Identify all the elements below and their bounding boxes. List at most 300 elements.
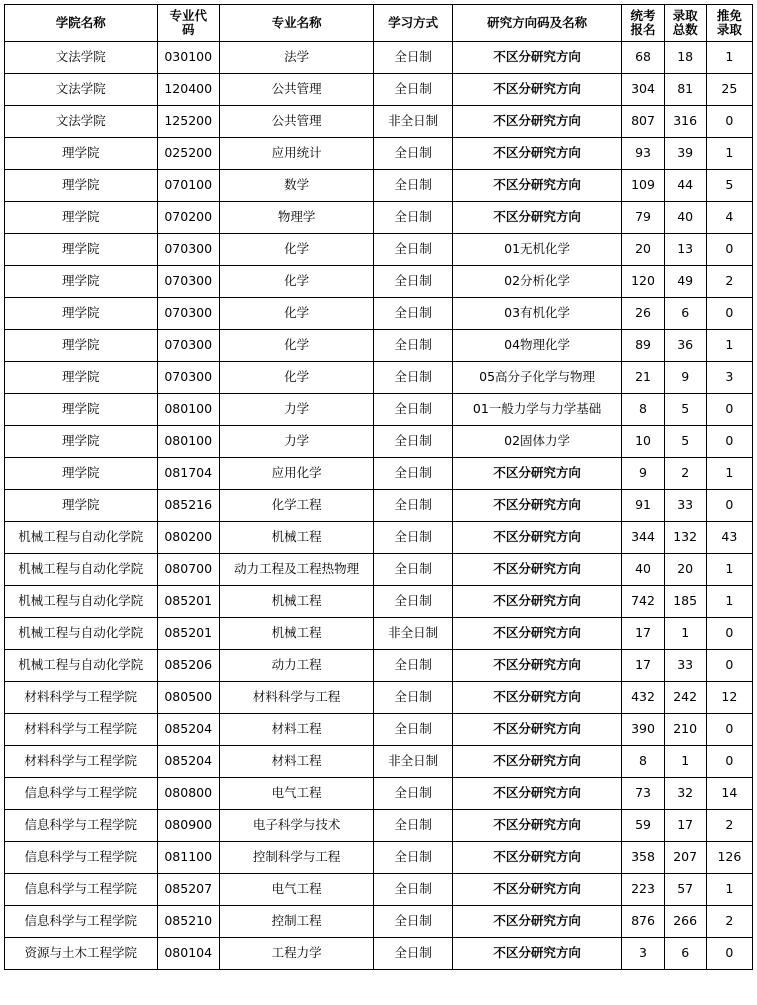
- cell-major-code-text: 085204: [164, 754, 213, 769]
- cell-major-name: [219, 682, 374, 714]
- cell-admitted-total-text: 39: [677, 146, 694, 161]
- cell-admitted-total-text: 33: [677, 498, 694, 513]
- cell-exempt-admitted: [706, 874, 752, 906]
- cell-study-mode: [374, 618, 452, 650]
- header-college-label: 学院名称: [55, 16, 106, 30]
- table-row: [5, 106, 753, 138]
- cell-applicants-text: 390: [631, 722, 655, 737]
- header-applicants: [622, 5, 664, 42]
- cell-major-code-text: 085201: [164, 626, 213, 641]
- cell-applicants: [622, 490, 664, 522]
- cell-applicants: [622, 106, 664, 138]
- cell-major-name: [219, 906, 374, 938]
- cell-exempt-admitted: [706, 394, 752, 426]
- cell-college: [5, 138, 158, 170]
- cell-admitted-total-text: 49: [677, 274, 694, 289]
- cell-admitted-total-text: 40: [677, 210, 694, 225]
- cell-study-mode: [374, 362, 452, 394]
- cell-major-name: [219, 170, 374, 202]
- cell-applicants: [622, 618, 664, 650]
- cell-applicants: [622, 522, 664, 554]
- cell-applicants: [622, 138, 664, 170]
- cell-major-name-text: 材料科学与工程: [252, 690, 341, 705]
- cell-study-mode: [374, 106, 452, 138]
- cell-study-mode: [374, 522, 452, 554]
- cell-college: [5, 906, 158, 938]
- cell-research-direction: [452, 874, 622, 906]
- cell-major-code: [157, 554, 219, 586]
- table-row: [5, 810, 753, 842]
- cell-study-mode-text: 全日制: [394, 498, 432, 513]
- cell-exempt-admitted: [706, 714, 752, 746]
- cell-college-text: 理学院: [62, 402, 100, 417]
- cell-study-mode-text: 非全日制: [388, 626, 439, 641]
- cell-college: [5, 746, 158, 778]
- cell-college: [5, 170, 158, 202]
- table-row: [5, 234, 753, 266]
- cell-major-name: [219, 394, 374, 426]
- cell-research-direction-text: 不区分研究方向: [493, 690, 581, 705]
- cell-applicants-text: 120: [631, 274, 655, 289]
- table-row: [5, 746, 753, 778]
- cell-major-code-text: 085201: [164, 594, 213, 609]
- cell-college-text: 材料科学与工程学院: [24, 754, 138, 769]
- cell-major-code-text: 070300: [164, 306, 213, 321]
- cell-study-mode: [374, 458, 452, 490]
- cell-study-mode: [374, 138, 452, 170]
- cell-exempt-admitted: [706, 810, 752, 842]
- cell-exempt-admitted-text: 0: [725, 722, 734, 737]
- cell-major-name: [219, 74, 374, 106]
- cell-study-mode-text: 全日制: [394, 594, 432, 609]
- cell-admitted-total: [664, 714, 706, 746]
- cell-study-mode: [374, 714, 452, 746]
- cell-study-mode: [374, 778, 452, 810]
- cell-college: [5, 426, 158, 458]
- cell-admitted-total-text: 266: [673, 914, 698, 929]
- cell-admitted-total-text: 5: [681, 402, 690, 417]
- cell-admitted-total-text: 316: [673, 114, 698, 129]
- cell-research-direction: [452, 330, 622, 362]
- cell-major-code-text: 070300: [164, 338, 213, 353]
- cell-research-direction: [452, 778, 622, 810]
- cell-study-mode-text: 全日制: [394, 722, 432, 737]
- cell-major-code-text: 125200: [164, 114, 213, 129]
- cell-college-text: 理学院: [62, 146, 100, 161]
- cell-major-code: [157, 138, 219, 170]
- cell-college-text: 理学院: [62, 498, 100, 513]
- table-row: [5, 298, 753, 330]
- cell-major-code: [157, 906, 219, 938]
- cell-exempt-admitted-text: 0: [725, 402, 734, 417]
- cell-college-text: 机械工程与自动化学院: [18, 626, 144, 641]
- cell-exempt-admitted: [706, 778, 752, 810]
- cell-research-direction: [452, 458, 622, 490]
- cell-study-mode-text: 全日制: [394, 786, 432, 801]
- cell-major-code: [157, 106, 219, 138]
- cell-major-code-text: 081704: [164, 466, 213, 481]
- cell-applicants: [622, 586, 664, 618]
- cell-admitted-total-text: 1: [681, 626, 690, 641]
- cell-college: [5, 362, 158, 394]
- cell-study-mode: [374, 586, 452, 618]
- cell-research-direction: [452, 650, 622, 682]
- cell-applicants-text: 8: [639, 402, 647, 417]
- table-row: [5, 842, 753, 874]
- cell-admitted-total: [664, 490, 706, 522]
- cell-research-direction-text: 01无机化学: [504, 242, 571, 257]
- cell-major-name-text: 化学: [284, 242, 310, 257]
- cell-exempt-admitted: [706, 330, 752, 362]
- cell-research-direction: [452, 810, 622, 842]
- table-row: [5, 938, 753, 970]
- cell-study-mode-text: 全日制: [394, 882, 432, 897]
- cell-admitted-total-text: 132: [673, 530, 698, 545]
- header-college: [5, 5, 158, 42]
- cell-applicants: [622, 938, 664, 970]
- cell-admitted-total-text: 13: [677, 242, 694, 257]
- cell-admitted-total: [664, 394, 706, 426]
- cell-major-code: [157, 394, 219, 426]
- cell-major-name: [219, 586, 374, 618]
- cell-research-direction-text: 不区分研究方向: [493, 722, 581, 737]
- cell-college: [5, 266, 158, 298]
- cell-applicants-text: 79: [635, 210, 651, 225]
- cell-college: [5, 842, 158, 874]
- cell-major-code: [157, 874, 219, 906]
- cell-college-text: 文法学院: [55, 114, 106, 129]
- cell-major-code-text: 070200: [164, 210, 213, 225]
- cell-applicants-text: 40: [635, 562, 651, 577]
- cell-exempt-admitted-text: 0: [725, 658, 734, 673]
- cell-admitted-total: [664, 586, 706, 618]
- cell-applicants: [622, 842, 664, 874]
- cell-major-code-text: 085204: [164, 722, 213, 737]
- cell-exempt-admitted-text: 1: [725, 466, 734, 481]
- cell-research-direction-text: 不区分研究方向: [493, 114, 581, 129]
- cell-research-direction: [452, 714, 622, 746]
- cell-exempt-admitted-text: 2: [725, 914, 734, 929]
- cell-study-mode-text: 全日制: [394, 274, 432, 289]
- cell-major-name: [219, 490, 374, 522]
- cell-college-text: 理学院: [62, 466, 100, 481]
- cell-major-name-text: 动力工程: [271, 658, 322, 673]
- cell-applicants: [622, 746, 664, 778]
- cell-study-mode: [374, 906, 452, 938]
- cell-exempt-admitted: [706, 682, 752, 714]
- cell-admitted-total: [664, 426, 706, 458]
- cell-admitted-total: [664, 170, 706, 202]
- table-body: [5, 42, 753, 970]
- cell-major-code-text: 070100: [164, 178, 213, 193]
- table-row: [5, 138, 753, 170]
- cell-college: [5, 586, 158, 618]
- cell-major-code-text: 080900: [164, 818, 213, 833]
- cell-major-name-text: 公共管理: [271, 114, 322, 129]
- cell-exempt-admitted: [706, 746, 752, 778]
- cell-admitted-total: [664, 298, 706, 330]
- cell-admitted-total: [664, 266, 706, 298]
- table-row: [5, 714, 753, 746]
- cell-college: [5, 938, 158, 970]
- cell-admitted-total-text: 9: [681, 370, 690, 385]
- cell-major-name-text: 控制工程: [271, 914, 322, 929]
- cell-study-mode: [374, 170, 452, 202]
- cell-research-direction: [452, 266, 622, 298]
- cell-major-name: [219, 298, 374, 330]
- cell-major-code-text: 120400: [164, 82, 213, 97]
- cell-exempt-admitted-text: 1: [725, 146, 734, 161]
- cell-admitted-total-text: 36: [677, 338, 694, 353]
- cell-major-name-text: 动力工程及工程热物理: [234, 562, 360, 577]
- cell-admitted-total: [664, 810, 706, 842]
- cell-admitted-total: [664, 682, 706, 714]
- cell-major-code: [157, 330, 219, 362]
- table-row: [5, 586, 753, 618]
- cell-major-code: [157, 682, 219, 714]
- cell-exempt-admitted: [706, 202, 752, 234]
- cell-study-mode: [374, 874, 452, 906]
- cell-admitted-total-text: 207: [673, 850, 698, 865]
- cell-major-code: [157, 170, 219, 202]
- cell-applicants-text: 17: [635, 626, 651, 641]
- cell-research-direction: [452, 842, 622, 874]
- cell-college-text: 信息科学与工程学院: [24, 850, 138, 865]
- cell-college: [5, 394, 158, 426]
- cell-major-name-text: 法学: [284, 50, 310, 65]
- cell-applicants-text: 807: [631, 114, 655, 129]
- cell-exempt-admitted: [706, 298, 752, 330]
- cell-study-mode: [374, 266, 452, 298]
- cell-research-direction: [452, 42, 622, 74]
- cell-exempt-admitted-text: 0: [725, 754, 734, 769]
- table-row: [5, 778, 753, 810]
- cell-study-mode: [374, 426, 452, 458]
- header-exempt-admitted-line1: 推免: [716, 8, 742, 24]
- table-row: [5, 74, 753, 106]
- cell-exempt-admitted-text: 1: [725, 594, 734, 609]
- cell-research-direction-text: 不区分研究方向: [493, 946, 581, 961]
- cell-major-code: [157, 746, 219, 778]
- cell-admitted-total-text: 242: [673, 690, 698, 705]
- cell-college: [5, 714, 158, 746]
- cell-exempt-admitted-text: 3: [725, 370, 734, 385]
- cell-college-text: 机械工程与自动化学院: [18, 562, 144, 577]
- cell-major-code-text: 085210: [164, 914, 213, 929]
- cell-study-mode: [374, 682, 452, 714]
- cell-admitted-total: [664, 554, 706, 586]
- cell-exempt-admitted: [706, 490, 752, 522]
- cell-exempt-admitted: [706, 362, 752, 394]
- cell-study-mode-text: 全日制: [394, 338, 432, 353]
- cell-research-direction-text: 不区分研究方向: [493, 786, 581, 801]
- cell-college: [5, 202, 158, 234]
- cell-major-code: [157, 42, 219, 74]
- cell-major-name: [219, 266, 374, 298]
- cell-major-code: [157, 842, 219, 874]
- cell-exempt-admitted-text: 12: [721, 690, 738, 705]
- cell-study-mode-text: 全日制: [394, 466, 432, 481]
- cell-college-text: 理学院: [62, 434, 100, 449]
- cell-admitted-total: [664, 458, 706, 490]
- header-admitted-total: [664, 5, 706, 42]
- cell-applicants: [622, 458, 664, 490]
- header-study-mode: [374, 5, 452, 42]
- cell-college: [5, 490, 158, 522]
- cell-college-text: 理学院: [62, 306, 100, 321]
- cell-exempt-admitted-text: 0: [725, 434, 734, 449]
- cell-research-direction: [452, 170, 622, 202]
- cell-college-text: 理学院: [62, 338, 100, 353]
- header-applicants-line2: 报名: [630, 22, 656, 37]
- cell-college: [5, 618, 158, 650]
- cell-admitted-total-text: 32: [677, 786, 694, 801]
- cell-study-mode-text: 全日制: [394, 914, 432, 929]
- cell-college-text: 理学院: [62, 274, 100, 289]
- cell-exempt-admitted: [706, 106, 752, 138]
- cell-applicants-text: 432: [631, 690, 655, 705]
- cell-research-direction: [452, 74, 622, 106]
- cell-study-mode-text: 全日制: [394, 530, 432, 545]
- cell-research-direction: [452, 586, 622, 618]
- table-row: [5, 202, 753, 234]
- cell-study-mode-text: 全日制: [394, 402, 432, 417]
- cell-research-direction-text: 不区分研究方向: [493, 594, 581, 609]
- cell-applicants: [622, 266, 664, 298]
- cell-applicants: [622, 682, 664, 714]
- cell-research-direction: [452, 202, 622, 234]
- cell-exempt-admitted-text: 1: [725, 50, 734, 65]
- cell-applicants: [622, 170, 664, 202]
- cell-study-mode-text: 全日制: [394, 562, 432, 577]
- cell-research-direction-text: 不区分研究方向: [493, 498, 581, 513]
- cell-major-code-text: 070300: [164, 274, 213, 289]
- cell-applicants-text: 876: [631, 914, 655, 929]
- cell-applicants-text: 9: [639, 466, 647, 481]
- cell-exempt-admitted-text: 0: [725, 626, 734, 641]
- cell-applicants: [622, 74, 664, 106]
- cell-college: [5, 298, 158, 330]
- cell-college: [5, 874, 158, 906]
- cell-applicants: [622, 650, 664, 682]
- cell-major-name-text: 工程力学: [271, 946, 322, 961]
- table-row: [5, 554, 753, 586]
- cell-applicants-text: 93: [635, 146, 651, 161]
- cell-applicants: [622, 874, 664, 906]
- cell-exempt-admitted-text: 25: [721, 82, 738, 97]
- cell-applicants-text: 223: [631, 882, 655, 897]
- cell-applicants-text: 91: [635, 498, 651, 513]
- cell-applicants-text: 344: [631, 530, 655, 545]
- cell-major-code-text: 080500: [164, 690, 213, 705]
- cell-applicants-text: 358: [631, 850, 655, 865]
- cell-research-direction-text: 不区分研究方向: [493, 850, 581, 865]
- cell-exempt-admitted: [706, 842, 752, 874]
- cell-major-name: [219, 522, 374, 554]
- table-row: [5, 490, 753, 522]
- header-admitted-total-line1: 录取: [672, 8, 698, 24]
- table-row: [5, 522, 753, 554]
- cell-admitted-total: [664, 906, 706, 938]
- cell-admitted-total-text: 17: [677, 818, 694, 833]
- cell-exempt-admitted: [706, 266, 752, 298]
- cell-exempt-admitted: [706, 234, 752, 266]
- cell-research-direction-text: 不区分研究方向: [493, 658, 581, 673]
- cell-research-direction: [452, 746, 622, 778]
- cell-exempt-admitted-text: 0: [725, 306, 734, 321]
- cell-major-name: [219, 842, 374, 874]
- cell-admitted-total-text: 185: [673, 594, 698, 609]
- cell-major-name: [219, 938, 374, 970]
- header-admitted-total-line2: 总数: [672, 22, 698, 37]
- cell-major-name-text: 化学工程: [271, 498, 322, 513]
- cell-exempt-admitted: [706, 42, 752, 74]
- cell-exempt-admitted: [706, 554, 752, 586]
- cell-major-code-text: 085207: [164, 882, 213, 897]
- cell-college-text: 信息科学与工程学院: [24, 786, 138, 801]
- cell-college-text: 机械工程与自动化学院: [18, 530, 144, 545]
- cell-research-direction: [452, 522, 622, 554]
- cell-research-direction-text: 不区分研究方向: [493, 914, 581, 929]
- cell-admitted-total-text: 6: [681, 306, 690, 321]
- cell-admitted-total: [664, 138, 706, 170]
- cell-applicants-text: 8: [639, 754, 647, 769]
- cell-major-code: [157, 298, 219, 330]
- cell-research-direction: [452, 938, 622, 970]
- cell-major-code: [157, 938, 219, 970]
- cell-exempt-admitted: [706, 138, 752, 170]
- cell-applicants: [622, 362, 664, 394]
- cell-admitted-total: [664, 74, 706, 106]
- cell-admitted-total: [664, 778, 706, 810]
- cell-college-text: 理学院: [62, 242, 100, 257]
- cell-college: [5, 330, 158, 362]
- cell-college-text: 材料科学与工程学院: [24, 722, 138, 737]
- cell-study-mode-text: 全日制: [394, 370, 432, 385]
- header-study-mode-label: 学习方式: [388, 16, 439, 30]
- cell-major-name-text: 数学: [284, 178, 310, 193]
- cell-college-text: 理学院: [62, 210, 100, 225]
- cell-admitted-total: [664, 202, 706, 234]
- cell-major-name-text: 机械工程: [271, 626, 322, 641]
- cell-study-mode-text: 全日制: [394, 690, 432, 705]
- cell-admitted-total: [664, 842, 706, 874]
- cell-study-mode-text: 全日制: [394, 210, 432, 225]
- cell-exempt-admitted: [706, 426, 752, 458]
- cell-applicants: [622, 714, 664, 746]
- table-row: [5, 874, 753, 906]
- cell-admitted-total: [664, 522, 706, 554]
- cell-major-code: [157, 234, 219, 266]
- cell-applicants-text: 20: [635, 242, 651, 257]
- cell-admitted-total-text: 57: [677, 882, 694, 897]
- cell-major-name-text: 机械工程: [271, 530, 322, 545]
- table-header-row: [5, 5, 753, 42]
- cell-study-mode-text: 非全日制: [388, 114, 439, 129]
- cell-study-mode: [374, 394, 452, 426]
- cell-college: [5, 74, 158, 106]
- header-major-code-line1: 专业代: [169, 8, 207, 24]
- header-major-code-line2: 码: [181, 22, 195, 37]
- cell-admitted-total: [664, 650, 706, 682]
- cell-applicants: [622, 778, 664, 810]
- cell-applicants: [622, 554, 664, 586]
- cell-major-name: [219, 138, 374, 170]
- cell-college-text: 机械工程与自动化学院: [18, 658, 144, 673]
- cell-research-direction-text: 02固体力学: [504, 434, 571, 449]
- cell-major-name-text: 化学: [284, 306, 310, 321]
- cell-applicants-text: 21: [635, 370, 651, 385]
